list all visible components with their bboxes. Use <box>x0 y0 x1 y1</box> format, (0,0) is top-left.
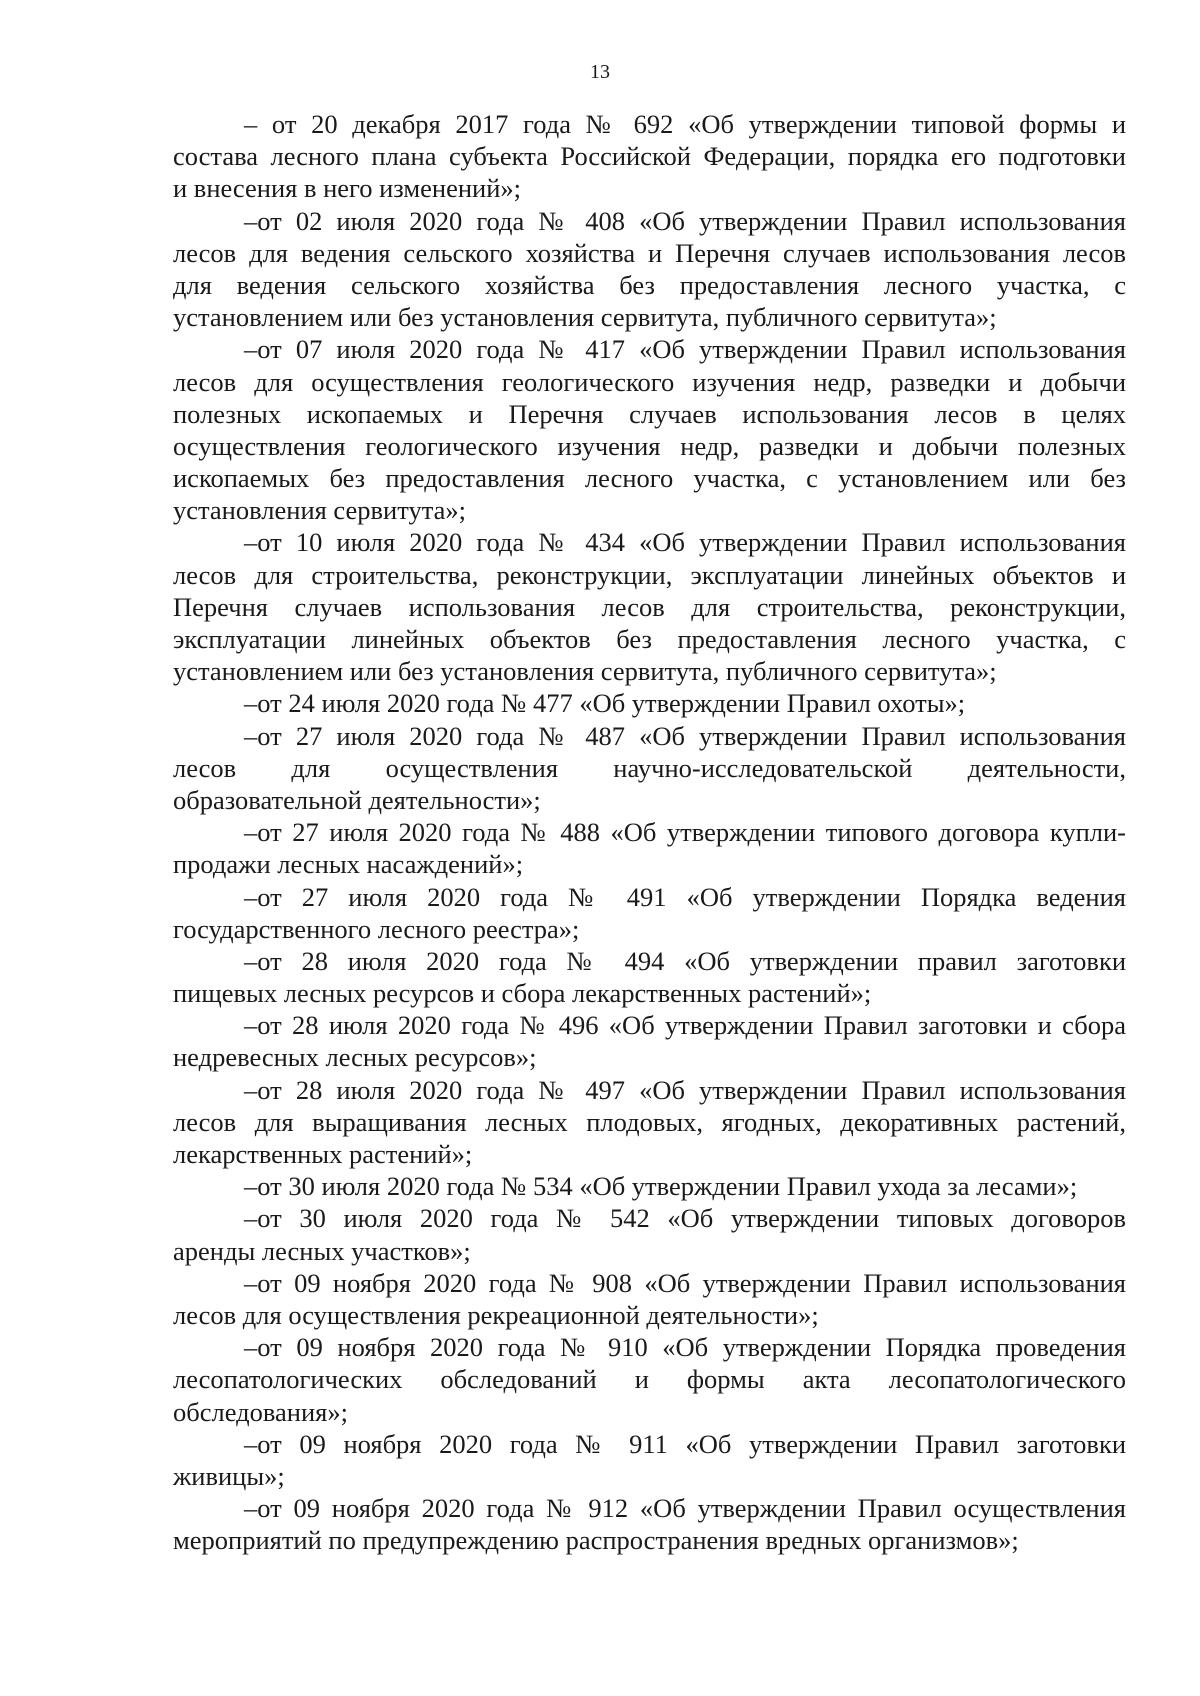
text-line: лесопатологических обследований и формы акта лесопатологического <box>173 1364 1126 1395</box>
text-line: установлением или без установления сервитута, публичного сервитута»; <box>173 302 997 333</box>
text-line: –от 27 июля 2020 года № 488 «Об утверждении типового договора купли- <box>244 817 1126 848</box>
decree-item <box>173 1428 1126 1492</box>
text-line: –от 09 ноября 2020 года № 912 «Об утверждении Правил осуществления <box>244 1493 1126 1524</box>
text-line: недревесных лесных ресурсов»; <box>173 1042 537 1073</box>
text-line: Перечня случаев использования лесов для строительства, реконструкции, <box>173 591 1126 622</box>
text-line: полезных ископаемых и Перечня случаев использования лесов в целях <box>173 398 1126 429</box>
text-line: лесов для ведения сельского хозяйства и Перечня случаев использования лесов <box>173 237 1126 268</box>
text-line: –от 02 июля 2020 года № 408 «Об утверждении Правил использования <box>244 205 1126 236</box>
text-line: для ведения сельского хозяйства без предоставления лесного участка, с <box>173 269 1126 300</box>
text-line: –от 28 июля 2020 года № 497 «Об утверждении Правил использования <box>244 1074 1126 1105</box>
text-line: –от 27 июля 2020 года № 491 «Об утверждении Порядка ведения <box>244 881 1126 912</box>
text-line: эксплуатации линейных объектов без предоставления лесного участка, с <box>173 624 1126 654</box>
decree-item <box>173 1170 1126 1202</box>
decree-item <box>173 1202 1126 1266</box>
text-line: –от 10 июля 2020 года № 434 «Об утверждении Правил использования <box>244 527 1126 558</box>
decree-item <box>173 687 1126 719</box>
decree-item <box>173 720 1126 817</box>
decree-item <box>173 1267 1126 1331</box>
decree-item <box>173 816 1126 880</box>
text-line: –от 09 ноября 2020 года № 910 «Об утверждении Порядка проведения <box>244 1332 1126 1363</box>
text-line: –от 24 июля 2020 года № 477 «Об утверждении Правил охоты»; <box>244 688 966 719</box>
decree-item <box>173 1009 1126 1073</box>
text-line: –от 27 июля 2020 года № 487 «Об утверждении Правил использования <box>244 720 1126 751</box>
text-line: аренды лесных участков»; <box>173 1235 471 1266</box>
text-line: осуществления геологического изучения недр, разведки и добычи полезных <box>173 430 1126 461</box>
decree-item <box>173 108 1126 205</box>
text-line: лекарственных растений»; <box>173 1139 473 1169</box>
text-line: –от 09 ноября 2020 года № 911 «Об утверждении Правил заготовки <box>244 1428 1126 1459</box>
text-line: –от 09 ноября 2020 года № 908 «Об утверждении Правил использования <box>244 1267 1126 1298</box>
text-line: живицы»; <box>173 1460 285 1491</box>
decree-item <box>173 881 1126 945</box>
decree-item <box>173 333 1126 526</box>
decree-item <box>173 945 1126 1009</box>
decree-item <box>173 1331 1126 1428</box>
decree-item <box>173 526 1126 687</box>
text-line: мероприятий по предупреждению распространения вредных организмов»; <box>173 1525 1019 1556</box>
text-line: –от 30 июля 2020 года № 534 «Об утверждении Правил ухода за лесами»; <box>244 1171 1078 1202</box>
decree-item <box>173 1492 1126 1556</box>
text-line: ископаемых без предоставления лесного участка, с установлением или без <box>173 463 1126 494</box>
text-line: –от 28 июля 2020 года № 496 «Об утверждении Правил заготовки и сбора <box>244 1010 1126 1041</box>
text-line: состава лесного плана субъекта Российской Федерации, порядка его подготовки <box>173 141 1126 172</box>
text-line: – от 20 декабря 2017 года № 692 «Об утверждении типовой формы и <box>244 109 1126 139</box>
page-number: 13 <box>590 61 610 83</box>
decree-item <box>173 1074 1126 1171</box>
text-line: лесов для строительства, реконструкции, эксплуатации линейных объектов и <box>173 559 1126 590</box>
text-line: установлением или без установления сервитута, публичного сервитута»; <box>173 656 997 687</box>
document-body <box>173 108 1126 1556</box>
decree-item <box>173 205 1126 334</box>
text-line: –от 30 июля 2020 года № 542 «Об утверждении типовых договоров <box>244 1203 1126 1234</box>
text-line: обследования»; <box>173 1396 348 1427</box>
text-line: продажи лесных насаждений»; <box>173 849 524 880</box>
text-line: государственного лесного реестра»; <box>173 913 580 944</box>
text-line: установления сервитута»; <box>173 495 466 526</box>
text-line: –от 28 июля 2020 года № 494 «Об утверждении правил заготовки <box>244 945 1126 976</box>
text-line: –от 07 июля 2020 года № 417 «Об утверждении Правил использования <box>244 334 1126 365</box>
text-line: лесов для осуществления научно-исследовательской деятельности, <box>173 752 1126 783</box>
text-line: пищевых лесных ресурсов и сбора лекарственных растений»; <box>173 978 872 1009</box>
text-line: и внесения в него изменений»; <box>173 173 522 204</box>
text-line: лесов для осуществления геологического изучения недр, разведки и добычи <box>173 366 1126 397</box>
text-line: лесов для осуществления рекреационной деятельности»; <box>173 1299 819 1330</box>
text-line: образовательной деятельности»; <box>173 784 541 815</box>
text-line: лесов для выращивания лесных плодовых, ягодных, декоративных растений, <box>173 1106 1126 1137</box>
